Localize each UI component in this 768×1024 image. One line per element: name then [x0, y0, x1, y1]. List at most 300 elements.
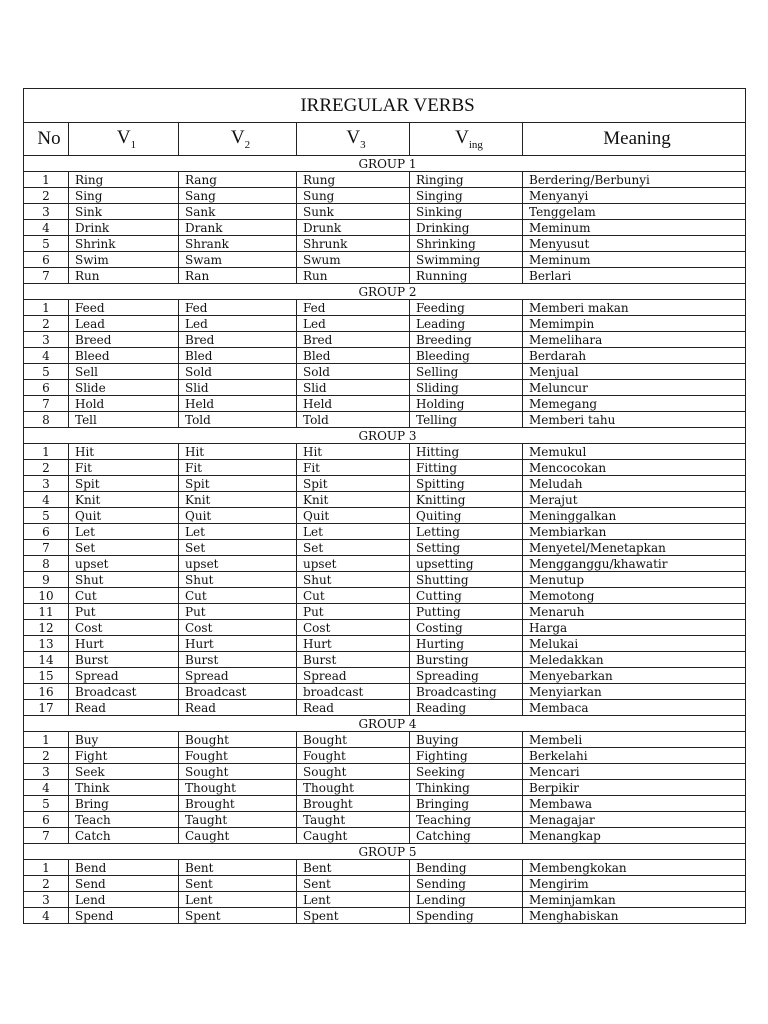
cell-ving: Leading [410, 316, 523, 332]
cell-v2: Quit [179, 508, 297, 524]
cell-v2: Swam [179, 252, 297, 268]
cell-v1: Slide [69, 380, 179, 396]
cell-no: 12 [24, 620, 69, 636]
cell-v3: Bred [297, 332, 410, 348]
header-ving [410, 123, 523, 156]
cell-ving: Knitting [410, 492, 523, 508]
cell-ving: Shutting [410, 572, 523, 588]
cell-v1: Think [69, 780, 179, 796]
cell-v2: Hit [179, 444, 297, 460]
table-row [24, 460, 746, 476]
cell-ving: Spending [410, 908, 523, 924]
cell-ving: Breeding [410, 332, 523, 348]
cell-v3: Sought [297, 764, 410, 780]
cell-ving: Bleeding [410, 348, 523, 364]
cell-no: 4 [24, 780, 69, 796]
table-row [24, 668, 746, 684]
cell-v1: Run [69, 268, 179, 284]
cell-v3: Hurt [297, 636, 410, 652]
cell-v1: Sell [69, 364, 179, 380]
cell-no: 1 [24, 300, 69, 316]
cell-v2: Taught [179, 812, 297, 828]
cell-v2: Shut [179, 572, 297, 588]
cell-meaning: Menagajar [523, 812, 746, 828]
table-row [24, 236, 746, 252]
cell-v1: upset [69, 556, 179, 572]
group-header-row [24, 844, 746, 860]
cell-v2: Sold [179, 364, 297, 380]
cell-v1: Set [69, 540, 179, 556]
cell-v3: Caught [297, 828, 410, 844]
cell-v2: Cut [179, 588, 297, 604]
cell-meaning: Melukai [523, 636, 746, 652]
cell-no: 5 [24, 508, 69, 524]
cell-ving: Singing [410, 188, 523, 204]
group-label: GROUP 4 [24, 716, 746, 732]
document-page [23, 88, 745, 924]
cell-v1: Fight [69, 748, 179, 764]
cell-v1: Let [69, 524, 179, 540]
cell-v2: Hurt [179, 636, 297, 652]
header-v1-sub: 1 [130, 138, 137, 151]
cell-v3: upset [297, 556, 410, 572]
cell-no: 4 [24, 492, 69, 508]
cell-v3: Swum [297, 252, 410, 268]
cell-v2: Bent [179, 860, 297, 876]
cell-meaning: Meluncur [523, 380, 746, 396]
cell-meaning: Menyiarkan [523, 684, 746, 700]
table-row [24, 636, 746, 652]
column-header-row [24, 123, 746, 156]
table-row [24, 364, 746, 380]
cell-v3: Slid [297, 380, 410, 396]
cell-meaning: Mengganggu/khawatir [523, 556, 746, 572]
table-row [24, 812, 746, 828]
cell-no: 7 [24, 828, 69, 844]
cell-v2: Sank [179, 204, 297, 220]
cell-ving: Fighting [410, 748, 523, 764]
cell-ving: Sliding [410, 380, 523, 396]
cell-ving: Catching [410, 828, 523, 844]
cell-v2: Burst [179, 652, 297, 668]
cell-no: 2 [24, 876, 69, 892]
table-row [24, 300, 746, 316]
cell-v2: Spent [179, 908, 297, 924]
cell-v3: Cost [297, 620, 410, 636]
cell-meaning: Menyebarkan [523, 668, 746, 684]
cell-ving: Telling [410, 412, 523, 428]
cell-meaning: Menghabiskan [523, 908, 746, 924]
cell-v3: Put [297, 604, 410, 620]
cell-meaning: Meledakkan [523, 652, 746, 668]
table-row [24, 268, 746, 284]
cell-v2: Brought [179, 796, 297, 812]
table-row [24, 476, 746, 492]
cell-ving: Fitting [410, 460, 523, 476]
cell-meaning: Tenggelam [523, 204, 746, 220]
table-row [24, 780, 746, 796]
cell-v1: Put [69, 604, 179, 620]
table-row [24, 332, 746, 348]
cell-v3: Spent [297, 908, 410, 924]
cell-meaning: Membiarkan [523, 524, 746, 540]
cell-v3: broadcast [297, 684, 410, 700]
cell-v3: Led [297, 316, 410, 332]
cell-v1: Bring [69, 796, 179, 812]
cell-no: 4 [24, 348, 69, 364]
cell-ving: Costing [410, 620, 523, 636]
cell-meaning: Memukul [523, 444, 746, 460]
table-row [24, 828, 746, 844]
cell-v1: Seek [69, 764, 179, 780]
cell-meaning: Menjual [523, 364, 746, 380]
cell-no: 4 [24, 908, 69, 924]
cell-ving: Shrinking [410, 236, 523, 252]
cell-no: 15 [24, 668, 69, 684]
cell-ving: Lending [410, 892, 523, 908]
cell-no: 9 [24, 572, 69, 588]
cell-v2: Thought [179, 780, 297, 796]
table-row [24, 396, 746, 412]
cell-ving: Sending [410, 876, 523, 892]
header-v2-base: V [230, 127, 245, 149]
table-row [24, 748, 746, 764]
header-v2 [179, 123, 297, 156]
cell-v2: upset [179, 556, 297, 572]
group-label: GROUP 2 [24, 284, 746, 300]
cell-v1: Sing [69, 188, 179, 204]
header-v3-sub: 3 [360, 138, 366, 151]
cell-v1: Burst [69, 652, 179, 668]
cell-meaning: Memegang [523, 396, 746, 412]
cell-v2: Broadcast [179, 684, 297, 700]
cell-meaning: Meludah [523, 476, 746, 492]
group-header-row [24, 428, 746, 444]
cell-v2: Put [179, 604, 297, 620]
cell-ving: upsetting [410, 556, 523, 572]
cell-v3: Bled [297, 348, 410, 364]
cell-v1: Spit [69, 476, 179, 492]
cell-v2: Drank [179, 220, 297, 236]
header-v3-base: V [346, 127, 361, 149]
cell-v2: Let [179, 524, 297, 540]
cell-ving: Teaching [410, 812, 523, 828]
cell-ving: Buying [410, 732, 523, 748]
cell-v1: Broadcast [69, 684, 179, 700]
cell-meaning: Berkelahi [523, 748, 746, 764]
table-row [24, 860, 746, 876]
cell-v3: Fought [297, 748, 410, 764]
header-v3 [297, 123, 410, 156]
cell-meaning: Mencocokan [523, 460, 746, 476]
cell-v3: Bought [297, 732, 410, 748]
cell-meaning: Membawa [523, 796, 746, 812]
cell-v1: Spend [69, 908, 179, 924]
header-v2-sub: 2 [244, 138, 251, 151]
cell-v3: Cut [297, 588, 410, 604]
group-label: GROUP 3 [24, 428, 746, 444]
cell-no: 6 [24, 812, 69, 828]
table-row [24, 204, 746, 220]
cell-v1: Breed [69, 332, 179, 348]
cell-no: 13 [24, 636, 69, 652]
table-row [24, 172, 746, 188]
cell-v3: Shut [297, 572, 410, 588]
table-row [24, 892, 746, 908]
cell-v2: Knit [179, 492, 297, 508]
group-header-row [24, 716, 746, 732]
cell-v3: Hit [297, 444, 410, 460]
cell-v2: Bled [179, 348, 297, 364]
cell-v1: Shrink [69, 236, 179, 252]
cell-v3: Knit [297, 492, 410, 508]
cell-ving: Sinking [410, 204, 523, 220]
cell-no: 6 [24, 380, 69, 396]
cell-v2: Lent [179, 892, 297, 908]
cell-no: 16 [24, 684, 69, 700]
table-row [24, 220, 746, 236]
cell-v3: Told [297, 412, 410, 428]
cell-v1: Teach [69, 812, 179, 828]
cell-v2: Cost [179, 620, 297, 636]
cell-ving: Setting [410, 540, 523, 556]
cell-v2: Ran [179, 268, 297, 284]
cell-ving: Selling [410, 364, 523, 380]
cell-no: 7 [24, 540, 69, 556]
table-row [24, 908, 746, 924]
cell-meaning: Berdarah [523, 348, 746, 364]
cell-ving: Spreading [410, 668, 523, 684]
cell-meaning: Menangkap [523, 828, 746, 844]
cell-no: 2 [24, 316, 69, 332]
cell-meaning: Membengkokan [523, 860, 746, 876]
cell-v1: Hit [69, 444, 179, 460]
cell-v3: Set [297, 540, 410, 556]
cell-no: 5 [24, 364, 69, 380]
cell-ving: Hitting [410, 444, 523, 460]
cell-v2: Set [179, 540, 297, 556]
cell-v2: Led [179, 316, 297, 332]
cell-no: 3 [24, 332, 69, 348]
cell-v3: Lent [297, 892, 410, 908]
cell-no: 3 [24, 764, 69, 780]
table-row [24, 604, 746, 620]
table-row [24, 412, 746, 428]
cell-v1: Sink [69, 204, 179, 220]
cell-v1: Send [69, 876, 179, 892]
cell-v1: Drink [69, 220, 179, 236]
cell-v3: Sent [297, 876, 410, 892]
cell-no: 11 [24, 604, 69, 620]
cell-ving: Spitting [410, 476, 523, 492]
cell-no: 5 [24, 796, 69, 812]
cell-meaning: Menaruh [523, 604, 746, 620]
cell-no: 3 [24, 892, 69, 908]
cell-v1: Cut [69, 588, 179, 604]
cell-v1: Buy [69, 732, 179, 748]
cell-v3: Burst [297, 652, 410, 668]
cell-v3: Taught [297, 812, 410, 828]
cell-ving: Hurting [410, 636, 523, 652]
cell-meaning: Memotong [523, 588, 746, 604]
header-ving-sub: ing [468, 138, 483, 151]
table-row [24, 380, 746, 396]
cell-no: 7 [24, 396, 69, 412]
cell-v3: Fit [297, 460, 410, 476]
cell-v2: Fit [179, 460, 297, 476]
header-meaning: Meaning [523, 123, 746, 156]
cell-v2: Bought [179, 732, 297, 748]
group-header-row [24, 284, 746, 300]
cell-meaning: Memberi makan [523, 300, 746, 316]
group-header-row [24, 156, 746, 172]
cell-no: 3 [24, 204, 69, 220]
cell-v1: Catch [69, 828, 179, 844]
cell-v1: Lend [69, 892, 179, 908]
cell-ving: Swimming [410, 252, 523, 268]
cell-ving: Reading [410, 700, 523, 716]
cell-no: 3 [24, 476, 69, 492]
cell-ving: Bending [410, 860, 523, 876]
cell-meaning: Harga [523, 620, 746, 636]
header-v1 [69, 123, 179, 156]
cell-ving: Seeking [410, 764, 523, 780]
cell-v3: Drunk [297, 220, 410, 236]
cell-meaning: Membaca [523, 700, 746, 716]
cell-v3: Sold [297, 364, 410, 380]
cell-meaning: Berdering/Berbunyi [523, 172, 746, 188]
cell-ving: Holding [410, 396, 523, 412]
cell-ving: Thinking [410, 780, 523, 796]
cell-v1: Feed [69, 300, 179, 316]
cell-meaning: Menyanyi [523, 188, 746, 204]
cell-v2: Rang [179, 172, 297, 188]
cell-ving: Running [410, 268, 523, 284]
table-row [24, 876, 746, 892]
table-row [24, 732, 746, 748]
table-body [24, 156, 746, 924]
cell-v2: Told [179, 412, 297, 428]
cell-v1: Knit [69, 492, 179, 508]
cell-meaning: Memberi tahu [523, 412, 746, 428]
cell-ving: Drinking [410, 220, 523, 236]
cell-ving: Letting [410, 524, 523, 540]
cell-v1: Hold [69, 396, 179, 412]
cell-no: 8 [24, 412, 69, 428]
cell-no: 6 [24, 524, 69, 540]
cell-ving: Broadcasting [410, 684, 523, 700]
cell-v3: Read [297, 700, 410, 716]
table-row [24, 524, 746, 540]
cell-meaning: Meminjamkan [523, 892, 746, 908]
cell-v2: Fed [179, 300, 297, 316]
cell-v1: Lead [69, 316, 179, 332]
cell-v3: Fed [297, 300, 410, 316]
cell-v1: Bleed [69, 348, 179, 364]
table-row [24, 764, 746, 780]
cell-v2: Fought [179, 748, 297, 764]
cell-v2: Read [179, 700, 297, 716]
header-v1-base: V [116, 127, 131, 149]
cell-ving: Cutting [410, 588, 523, 604]
cell-no: 2 [24, 748, 69, 764]
cell-meaning: Meninggalkan [523, 508, 746, 524]
table-row [24, 316, 746, 332]
cell-meaning: Mencari [523, 764, 746, 780]
cell-no: 1 [24, 172, 69, 188]
cell-no: 5 [24, 236, 69, 252]
cell-v2: Spit [179, 476, 297, 492]
cell-v2: Shrank [179, 236, 297, 252]
cell-v3: Spit [297, 476, 410, 492]
table-row [24, 684, 746, 700]
cell-no: 2 [24, 460, 69, 476]
table-row [24, 188, 746, 204]
cell-v2: Spread [179, 668, 297, 684]
cell-ving: Feeding [410, 300, 523, 316]
cell-v1: Ring [69, 172, 179, 188]
group-label: GROUP 1 [24, 156, 746, 172]
title-row [24, 89, 746, 123]
cell-v2: Held [179, 396, 297, 412]
cell-v3: Sung [297, 188, 410, 204]
cell-meaning: Berpikir [523, 780, 746, 796]
header-no: No [24, 123, 69, 156]
cell-v1: Swim [69, 252, 179, 268]
cell-v3: Run [297, 268, 410, 284]
table-row [24, 348, 746, 364]
cell-v2: Caught [179, 828, 297, 844]
cell-v3: Brought [297, 796, 410, 812]
cell-v3: Shrunk [297, 236, 410, 252]
cell-v1: Fit [69, 460, 179, 476]
cell-v2: Slid [179, 380, 297, 396]
cell-meaning: Menyusut [523, 236, 746, 252]
table-row [24, 700, 746, 716]
cell-no: 7 [24, 268, 69, 284]
cell-no: 1 [24, 860, 69, 876]
cell-v3: Let [297, 524, 410, 540]
cell-v1: Shut [69, 572, 179, 588]
table-row [24, 620, 746, 636]
cell-v2: Sang [179, 188, 297, 204]
cell-no: 14 [24, 652, 69, 668]
cell-no: 1 [24, 732, 69, 748]
table-row [24, 444, 746, 460]
cell-ving: Quiting [410, 508, 523, 524]
cell-v1: Read [69, 700, 179, 716]
cell-no: 17 [24, 700, 69, 716]
cell-v2: Bred [179, 332, 297, 348]
cell-v3: Spread [297, 668, 410, 684]
cell-no: 4 [24, 220, 69, 236]
group-label: GROUP 5 [24, 844, 746, 860]
cell-v3: Thought [297, 780, 410, 796]
table-row [24, 588, 746, 604]
cell-ving: Bursting [410, 652, 523, 668]
cell-v3: Bent [297, 860, 410, 876]
table-row [24, 652, 746, 668]
cell-v1: Cost [69, 620, 179, 636]
cell-meaning: Memelihara [523, 332, 746, 348]
cell-meaning: Menyetel/Menetapkan [523, 540, 746, 556]
cell-v2: Sought [179, 764, 297, 780]
cell-ving: Bringing [410, 796, 523, 812]
cell-no: 8 [24, 556, 69, 572]
cell-v3: Rung [297, 172, 410, 188]
cell-v1: Bend [69, 860, 179, 876]
cell-ving: Ringing [410, 172, 523, 188]
